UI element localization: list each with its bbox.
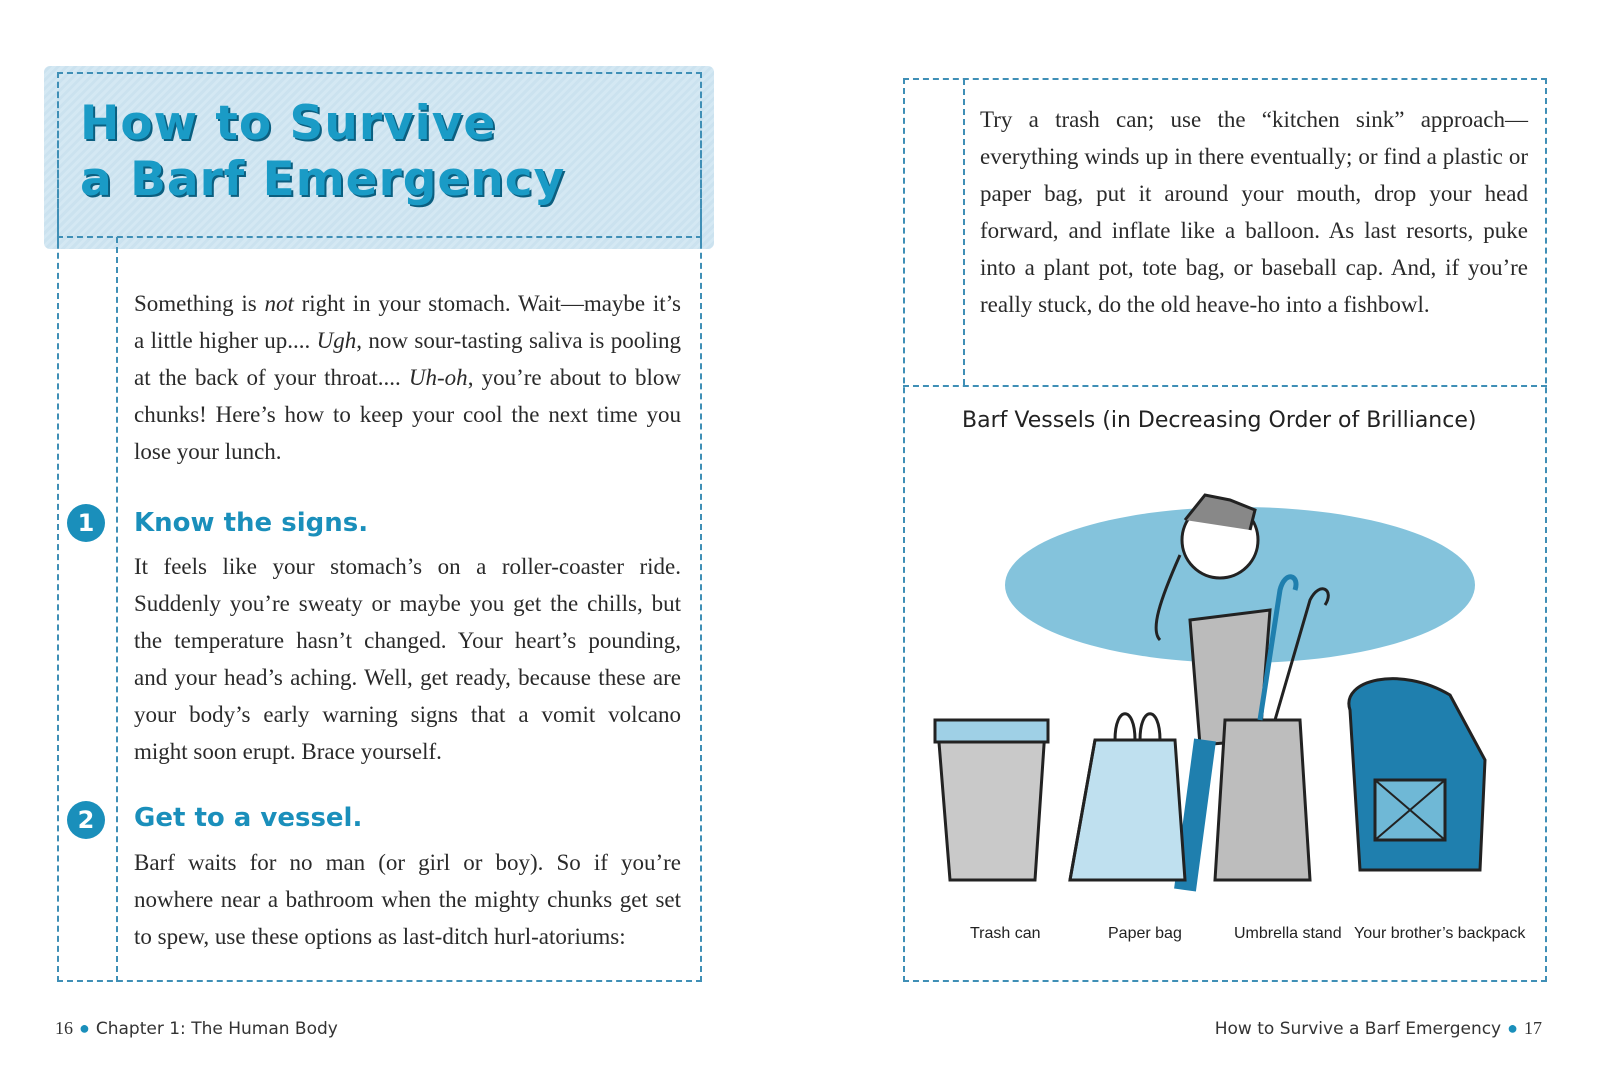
page-number: 17 xyxy=(1524,1018,1542,1038)
right-divider xyxy=(903,385,1547,387)
vessel-options-paragraph: Try a trash can; use the “kitchen sink” approach—everything winds up in there eventually; or find a plastic or paper bag, put it around your mouth, drop your head forward, and inflate like a balloon. As last resorts, puke into a plant pot, tote bag, or baseball cap. And, if you’re really stuck, do the old heave-ho into a fishbowl. xyxy=(980,107,1528,317)
step-number-badge: 2 xyxy=(67,801,105,839)
intro-run: Something is xyxy=(134,291,265,316)
bullet-icon: ● xyxy=(1507,1018,1518,1038)
intro-paragraph xyxy=(134,285,681,470)
right-margin-rule xyxy=(963,79,965,385)
backpack-icon xyxy=(1349,679,1485,870)
step-2-text: Barf waits for no man (or girl or boy). So if you’re nowhere near a bathroom when the mighty chunks get set to spew, use these options as last-ditch hurl-atoriums: xyxy=(134,850,681,949)
intro-run: , you’re about to blow chunks! Here’s how to keep your cool the next time you lose your lunch. xyxy=(134,365,681,464)
chapter-label: Chapter 1: The Human Body xyxy=(95,1019,338,1039)
step-1-text: It feels like your stomach’s on a roller-coaster ride. Suddenly you’re sweaty or maybe you get the chills, but the temperature hasn’t changed. Your heart’s pounding, and your head’s aching. Well, get ready, because these are your body’s early warning signs that a vomit volcano might soon erupt. Brace yourself. xyxy=(134,554,681,764)
step-2-heading: Get to a vessel. xyxy=(134,803,363,833)
intro-emphasis: Ugh xyxy=(316,328,357,353)
vessel-label: Umbrella stand xyxy=(1234,925,1342,942)
footer-right xyxy=(1215,1018,1542,1039)
vessel-label: Paper bag xyxy=(1108,925,1182,942)
paper-bag-icon xyxy=(1070,714,1185,880)
barf-vessels-illustration xyxy=(930,480,1530,930)
trash-can-icon xyxy=(935,720,1048,880)
illustration-title: Barf Vessels (in Decreasing Order of Brilliance) xyxy=(962,408,1477,433)
intro-emphasis: not xyxy=(264,291,294,316)
left-margin-rule xyxy=(116,237,118,982)
page-number: 16 xyxy=(55,1018,73,1038)
bullet-icon: ● xyxy=(79,1018,90,1038)
page-title: How to Survive a Barf Emergency xyxy=(80,96,566,207)
section-label: How to Survive a Barf Emergency xyxy=(1214,1019,1502,1039)
intro-run: right in your stomach. Wait—maybe it’s a little higher up.... xyxy=(134,291,681,353)
intro-run: , now sour-tasting saliva is pooling at the back of your throat.... xyxy=(134,328,681,390)
footer-left xyxy=(55,1018,338,1039)
intro-emphasis: Uh-oh xyxy=(408,365,468,390)
step-number-badge: 1 xyxy=(67,504,105,542)
vessel-label: Your brother’s backpack xyxy=(1354,925,1526,942)
vessel-label: Trash can xyxy=(970,925,1041,942)
step-1-heading: Know the signs. xyxy=(134,508,369,538)
